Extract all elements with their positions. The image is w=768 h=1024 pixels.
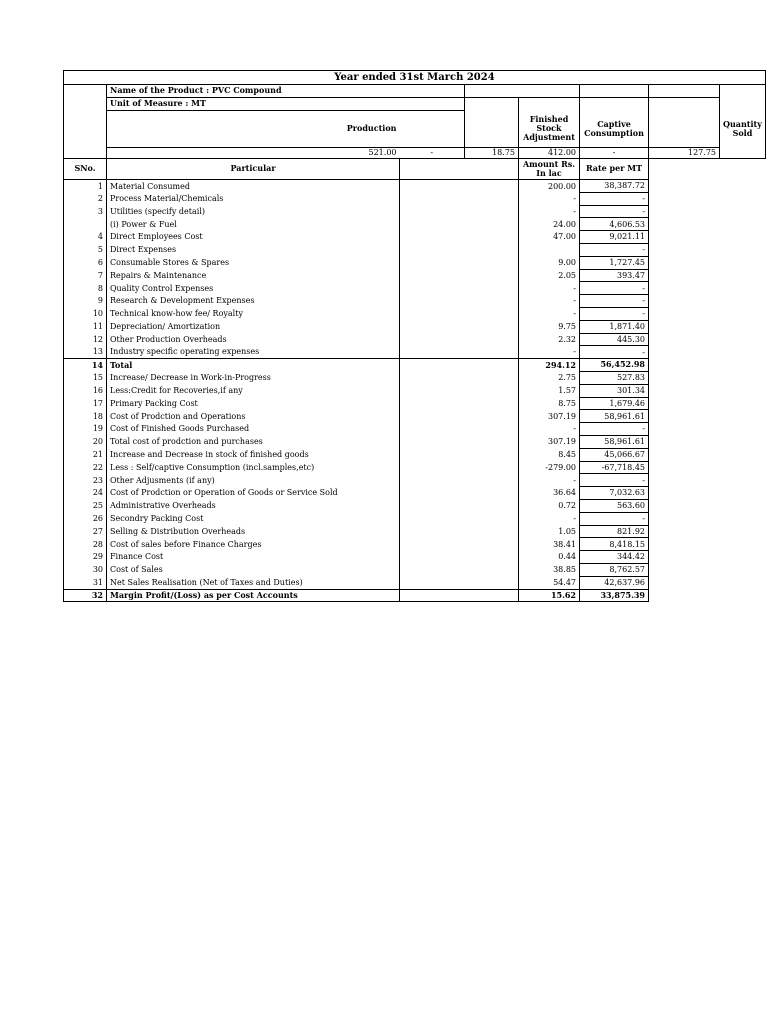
row-particular: Other Production Overheads [107,333,400,346]
row-sno: 26 [64,512,107,525]
row-particular: Cost of Finished Goods Purchased [107,423,400,436]
row-amount: 2.32 [519,333,580,346]
row-sno: 23 [64,474,107,487]
table-row [64,551,766,564]
row-amount: 307.19 [519,410,580,423]
row-rate: 7,032.63 [580,487,649,500]
table-row [64,435,766,448]
row-rate: 344.42 [580,551,649,564]
production-dash: - [400,148,465,159]
captive-dash: - [580,148,649,159]
row-particular: Consumable Stores & Spares [107,256,400,269]
row-sno: 28 [64,538,107,551]
row-sno: 14 [64,359,107,372]
row-rate: - [580,192,649,205]
row-sno: 9 [64,295,107,308]
row-particular: Secondry Packing Cost [107,512,400,525]
table-row [64,461,766,474]
row-sno: 30 [64,563,107,576]
table-row [64,282,766,295]
row-amount: 8.45 [519,448,580,461]
row-sno: 10 [64,307,107,320]
row-amount: - [519,205,580,218]
row-amount: 38.41 [519,538,580,551]
row-amount: 1.57 [519,384,580,397]
row-sno: 31 [64,576,107,589]
row-rate: 38,387.72 [580,180,649,193]
row-amount: - [519,346,580,359]
row-particular: Material Consumed [107,180,400,193]
row-amount: 9.00 [519,256,580,269]
row-rate: - [580,423,649,436]
production-label: Production [346,123,397,134]
row-rate: 58,961.61 [580,435,649,448]
row-rate: 821.92 [580,525,649,538]
row-particular: Margin Profit/(Loss) as per Cost Accounts [107,589,400,602]
row-particular: Total cost of prodction and purchases [107,435,400,448]
row-rate: 42,637.96 [580,576,649,589]
table-row [64,256,766,269]
finished-stock-value: 18.75 [465,148,519,159]
row-amount: 0.44 [519,551,580,564]
row-amount: -279.00 [519,461,580,474]
row-particular: Increase/ Decrease in Work-in-Progress [107,371,400,384]
row-sno: 24 [64,487,107,500]
row-rate: 393.47 [580,269,649,282]
row-rate: 1,871.40 [580,320,649,333]
row-amount: 307.19 [519,435,580,448]
row-particular: Quality Control Expenses [107,282,400,295]
row-amount: - [519,192,580,205]
row-sno: 19 [64,423,107,436]
cost-statement-table [63,70,766,602]
row-sno: 3 [64,205,107,218]
table-row [64,397,766,410]
table-row [64,192,766,205]
row-amount: 2.75 [519,371,580,384]
table-row [64,218,766,231]
row-sno: 16 [64,384,107,397]
row-particular: Cost of Prodction or Operation of Goods or Service Sold [107,487,400,500]
table-row [64,525,766,538]
row-particular: Research & Development Expenses [107,295,400,308]
table-row [64,371,766,384]
row-sno: 21 [64,448,107,461]
row-sno: 18 [64,410,107,423]
row-rate: 1,679.46 [580,397,649,410]
captive-consumption-label: Captive Consumption [580,111,649,148]
row-amount: 1.05 [519,525,580,538]
row-rate: 445.30 [580,333,649,346]
row-amount: 15.62 [519,589,580,602]
row-sno: 2 [64,192,107,205]
row-particular: Cost of Sales [107,563,400,576]
table-row [64,333,766,346]
row-amount: - [519,282,580,295]
row-sno: 11 [64,320,107,333]
row-particular: Increase and Decrease in stock of finished goods [107,448,400,461]
report-title: Year ended 31st March 2024 [64,71,766,85]
table-row [64,487,766,500]
row-rate: 33,875.39 [580,589,649,602]
production-value: 521.00 [107,148,400,159]
table-row [64,576,766,589]
row-rate: 8,762.57 [580,563,649,576]
row-sno: 12 [64,333,107,346]
quantity-sold-value: 127.75 [649,148,720,159]
row-rate: 56,452.98 [580,359,649,372]
row-sno: 29 [64,551,107,564]
row-amount: 294.12 [519,359,580,372]
row-amount: 2.05 [519,269,580,282]
row-particular: Finance Cost [107,551,400,564]
row-particular: Other Adjusments (if any) [107,474,400,487]
row-rate: 563.60 [580,499,649,512]
unit-of-measure: Unit of Measure : MT [107,98,465,111]
table-row [64,499,766,512]
row-sno: 17 [64,397,107,410]
row-sno: 5 [64,243,107,256]
row-rate: 4,606.53 [580,218,649,231]
row-sno: 7 [64,269,107,282]
row-amount: - [519,295,580,308]
table-row [64,307,766,320]
row-rate: - [580,282,649,295]
row-sno: 25 [64,499,107,512]
table-row [64,384,766,397]
row-particular: Repairs & Maintenance [107,269,400,282]
row-amount: 54.47 [519,576,580,589]
row-sno [64,218,107,231]
table-row [64,205,766,218]
row-sno: 22 [64,461,107,474]
row-rate: 58,961.61 [580,410,649,423]
table-row [64,423,766,436]
row-sno: 6 [64,256,107,269]
row-amount: 36.64 [519,487,580,500]
column-header-particular: Particular [107,159,400,180]
row-amount: 38.85 [519,563,580,576]
row-particular: Net Sales Realisation (Net of Taxes and Duties) [107,576,400,589]
row-particular: Direct Employees Cost [107,231,400,244]
table-row [64,512,766,525]
table-row [64,346,766,359]
row-sno: 4 [64,231,107,244]
row-rate: - [580,474,649,487]
row-amount: - [519,423,580,436]
row-rate: - [580,512,649,525]
row-sno: 8 [64,282,107,295]
column-header-amount: Amount Rs. In lac [519,159,580,180]
row-particular: Less:Credit for Recoveries,if any [107,384,400,397]
row-rate: 45,066.67 [580,448,649,461]
row-particular: Utilities (specify detail) [107,205,400,218]
row-sno: 15 [64,371,107,384]
row-particular: Total [107,359,400,372]
table-row [64,243,766,256]
row-particular: Cost of Prodction and Operations [107,410,400,423]
row-amount: 200.00 [519,180,580,193]
table-row [64,563,766,576]
row-particular: Technical know-how fee/ Royalty [107,307,400,320]
row-particular: (i) Power & Fuel [107,218,400,231]
table-row [64,589,766,602]
row-rate: 1,727.45 [580,256,649,269]
table-row [64,180,766,193]
row-rate: -67,718.45 [580,461,649,474]
row-sno: 1 [64,180,107,193]
row-rate: 527.83 [580,371,649,384]
captive-consumption-value: 412.00 [519,148,580,159]
row-rate: 301.34 [580,384,649,397]
row-particular: Process Material/Chemicals [107,192,400,205]
row-amount: - [519,512,580,525]
row-amount: - [519,474,580,487]
row-amount [519,243,580,256]
row-particular: Less : Self/captive Consumption (incl.samples,etc) [107,461,400,474]
table-row [64,538,766,551]
row-amount: - [519,307,580,320]
row-amount: 47.00 [519,231,580,244]
table-row [64,359,766,372]
table-row [64,474,766,487]
row-particular: Cost of sales before Finance Charges [107,538,400,551]
finished-stock-label: Finished Stock Adjustment [519,111,580,148]
table-row [64,295,766,308]
column-header-rate: Rate per MT [580,159,649,180]
row-particular: Direct Expenses [107,243,400,256]
row-rate: - [580,346,649,359]
row-amount: 24.00 [519,218,580,231]
row-amount: 0.72 [519,499,580,512]
table-row [64,448,766,461]
quantity-sold-label: Quantity Sold [720,111,766,148]
row-particular: Selling & Distribution Overheads [107,525,400,538]
row-rate: - [580,243,649,256]
row-sno: 32 [64,589,107,602]
row-sno: 27 [64,525,107,538]
row-particular: Primary Packing Cost [107,397,400,410]
row-amount: 9.75 [519,320,580,333]
row-particular: Administrative Overheads [107,499,400,512]
table-row [64,410,766,423]
column-header-sno: SNo. [64,159,107,180]
row-rate: - [580,307,649,320]
row-sno: 20 [64,435,107,448]
row-rate: - [580,205,649,218]
row-rate: 9,021.11 [580,231,649,244]
row-amount: 8.75 [519,397,580,410]
row-particular: Depreciation/ Amortization [107,320,400,333]
table-row [64,269,766,282]
row-sno: 13 [64,346,107,359]
row-rate: 8,418.15 [580,538,649,551]
table-row [64,231,766,244]
row-particular: Industry specific operating expenses [107,346,400,359]
product-name: Name of the Product : PVC Compound [107,85,465,98]
table-row [64,320,766,333]
row-rate: - [580,295,649,308]
